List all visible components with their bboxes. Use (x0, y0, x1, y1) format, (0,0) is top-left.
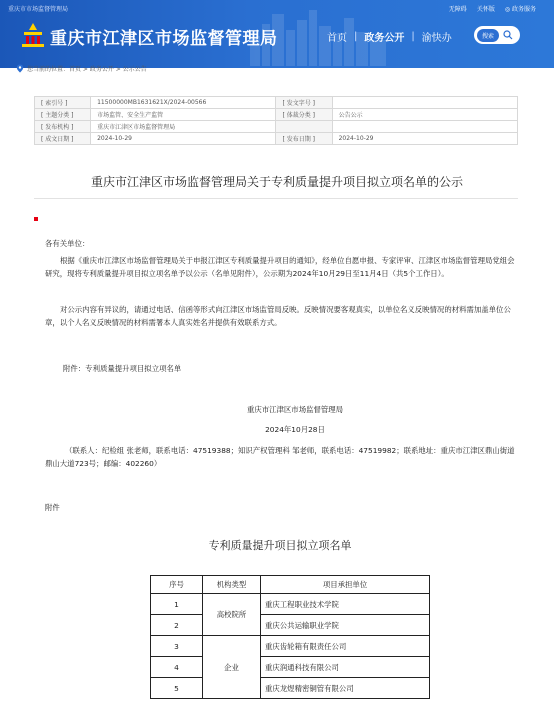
meta-row (35, 133, 518, 145)
signature-date: 2024年10月28日 (265, 425, 325, 434)
nav-home[interactable]: 首页 (327, 33, 347, 44)
contact-info: （联系人：纪检组 张老师，联系电话：47519388；知识产权管理科 邹老师，联系电话：47519982；联系地址：重庆市江津区鼎山街道鼎山大道723号；邮编：402260） (45, 446, 515, 468)
row-number: 2 (151, 615, 203, 636)
meta-value: 2024-10-29 (332, 133, 517, 145)
table-row (151, 615, 430, 636)
paragraph-1: 根据《重庆市江津区市场监督管理局关于申报江津区专利质量提升项目的通知》，经单位自愿申报、专家评审、江津区市场监督管理局党组会研究，现将专利质量提升项目拟立项名单予以公示（名单见附件），公示期为2024年10月29日至11月4日（共5个工作日）。 (45, 256, 515, 278)
red-bullet-mark (34, 217, 38, 221)
document-title: 重庆市江津区市场监督管理局关于专利质量提升项目拟立项名单的公示 (90, 175, 463, 189)
column-header-unit: 项目承担单位 (261, 576, 430, 594)
signature-organization: 重庆市江津区市场监督管理局 (246, 405, 344, 414)
gov-service-link[interactable]: ◎ 政务服务 (504, 6, 536, 13)
project-unit: 重庆齿轮箱有限责任公司 (261, 636, 430, 657)
row-number: 4 (151, 657, 203, 678)
attachment-link[interactable]: 附件：专利质量提升项目拟立项名单 (63, 364, 182, 373)
table-row (151, 594, 430, 615)
meta-value: 2024-10-29 (91, 133, 276, 145)
gov-service-label: 政务服务 (511, 6, 536, 13)
top-links (449, 4, 536, 13)
table-row (151, 678, 430, 699)
document-meta-table (34, 96, 518, 145)
table-row (151, 657, 430, 678)
meta-key: [ 体裁分类 ] (276, 109, 332, 121)
title-divider (34, 198, 518, 199)
search-box[interactable] (474, 26, 520, 44)
site-title: 重庆市江津区市场监督管理局 (50, 29, 278, 49)
table-row (151, 636, 430, 657)
nav-yukuaiban[interactable]: 渝快办 (421, 33, 452, 44)
row-number: 3 (151, 636, 203, 657)
table-header-row (151, 576, 430, 594)
main-nav (327, 29, 452, 44)
nav-separator: | (354, 31, 358, 42)
nav-separator: | (411, 31, 415, 42)
search-button[interactable]: 搜索 (477, 29, 499, 42)
meta-value: 市场监管、安全生产监管 (91, 109, 276, 121)
meta-key: [ 索引号 ] (35, 97, 91, 109)
paragraph-2: 对公示内容有异议的，请通过电话、信函等形式向江津区市场监管局反映。反映情况要客观真实，以单位名义反映情况的材料需加盖单位公章，以个人名义反映情况的材料需署本人真实姓名并提供有效联系方式。 (45, 305, 511, 327)
list-title: 专利质量提升项目拟立项名单 (208, 539, 352, 552)
meta-key: [ 发文字号 ] (276, 97, 332, 109)
meta-value (332, 97, 517, 109)
row-number: 1 (151, 594, 203, 615)
location-pin-icon (16, 64, 24, 73)
institution-type: 企业 (203, 636, 261, 699)
site-header (0, 0, 554, 68)
parent-site-link[interactable]: 重庆市市场监督管理局 (8, 6, 69, 13)
nav-gov-affairs[interactable]: 政务公开 (364, 33, 405, 44)
column-header-type: 机构类型 (203, 576, 261, 594)
project-list-table (150, 575, 430, 699)
salutation: 各有关单位： (45, 239, 90, 248)
meta-value: 11500000MB1631621X/2024-00566 (91, 97, 276, 109)
meta-value: 公告公示 (332, 109, 517, 121)
meta-value: 重庆市江津区市场监督管理局 (91, 121, 276, 133)
attachment-heading: 附件 (45, 503, 60, 512)
meta-row (35, 109, 518, 121)
row-number: 5 (151, 678, 203, 699)
meta-key (276, 121, 332, 133)
project-unit: 重庆工程职业技术学院 (261, 594, 430, 615)
site-logo-icon (18, 22, 48, 48)
care-mode-link[interactable]: 关怀版 (476, 6, 495, 13)
breadcrumb-text[interactable]: 您当前的位置：首页 > 政务公开 > 公示公告 (27, 66, 147, 73)
accessibility-link[interactable]: 无障碍 (448, 6, 467, 13)
project-unit: 重庆龙煜精密铜管有限公司 (261, 678, 430, 699)
column-header-no: 序号 (151, 576, 203, 594)
institution-type: 高校院所 (203, 594, 261, 636)
breadcrumb (16, 64, 147, 73)
meta-key: [ 成文日期 ] (35, 133, 91, 145)
meta-row (35, 97, 518, 109)
meta-key: [ 主题分类 ] (35, 109, 91, 121)
project-unit: 重庆润通科技有限公司 (261, 657, 430, 678)
project-unit: 重庆公共运输职业学院 (261, 615, 430, 636)
search-icon[interactable] (503, 30, 513, 40)
meta-row (35, 121, 518, 133)
meta-value (332, 121, 517, 133)
meta-key: [ 发布日期 ] (276, 133, 332, 145)
meta-key: [ 发布机构 ] (35, 121, 91, 133)
